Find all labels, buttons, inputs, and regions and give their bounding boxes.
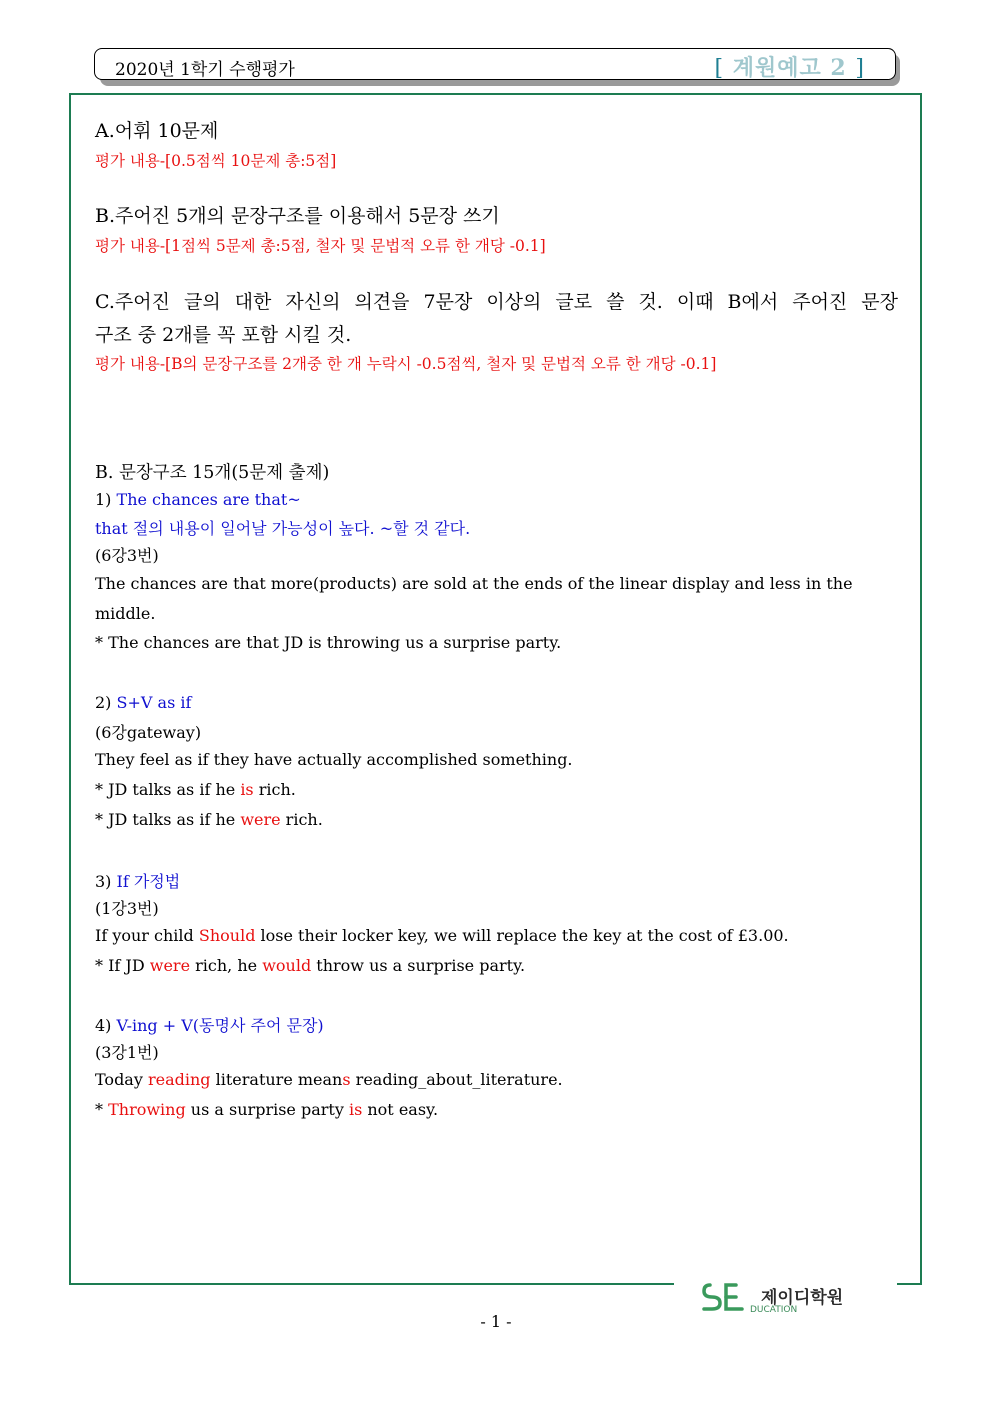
logo-name: 제이디학원 [761, 1288, 844, 1308]
item3-p-e: throw us a surprise party. [311, 956, 526, 975]
item2-practice-1 [95, 780, 296, 799]
item4-ex-e: reading_about_literature. [350, 1070, 563, 1089]
item4-p-b: Throwing [108, 1100, 186, 1119]
item3-practice [95, 956, 525, 975]
item4-p-a: * [95, 1100, 109, 1119]
item2-example: They feel as if they have actually accomplished something. [95, 750, 573, 769]
item3-heading [95, 869, 180, 892]
header-bracket-close: ] [855, 56, 865, 81]
page-header [94, 48, 896, 80]
item4-heading [95, 1013, 324, 1036]
item1-source: (6강3번) [95, 546, 159, 565]
item3-p-c: rich, he [190, 956, 263, 975]
section-b-title: B.주어진 5개의 문장구조를 이용해서 5문장 쓰기 [95, 205, 500, 227]
item1-practice: * The chances are that JD is throwing us a surprise party. [95, 633, 562, 652]
item4-ex-d: s [342, 1070, 351, 1089]
item2-p2-b: were [240, 810, 281, 829]
item4-p-d: is [348, 1100, 363, 1119]
section-c-criteria: 평가 내용-[B의 문장구조를 2개중 한 개 누락시 -0.5점씩, 철자 및 문법적 오류 한 개당 -0.1] [95, 355, 717, 373]
item3-source: (1강3번) [95, 899, 159, 918]
item4-ex-b: reading [147, 1070, 211, 1089]
section-c-title-line1: C.주어진 글의 대한 자신의 의견을 7문장 이상의 글로 쓸 것. 이때 B에서 주어진 문장 [95, 291, 898, 313]
item3-p-a: * If JD [95, 956, 150, 975]
item1-num: 1) [95, 490, 112, 509]
item4-p-c: us a surprise party [185, 1100, 349, 1119]
item2-p1-b: is [240, 780, 254, 799]
item4-num: 4) [95, 1016, 112, 1035]
item2-p2-c: rich. [280, 810, 323, 829]
item2-p1-c: rich. [253, 780, 296, 799]
item3-ex-c: lose their locker key, we will replace the key at the cost of £3.00. [255, 926, 789, 945]
frame-bottom-line-right [897, 1283, 922, 1285]
structures-heading: B. 문장구조 15개(5문제 출제) [95, 463, 330, 483]
header-school-name: 계원예고 2 [732, 55, 847, 81]
item3-example [95, 926, 789, 945]
item4-title: V-ing + V(동명사 주어 문장) [116, 1016, 324, 1035]
header-title: 2020년 1학기 수행평가 [115, 60, 295, 80]
item3-title: If 가정법 [116, 872, 181, 891]
item4-practice [95, 1100, 438, 1119]
item3-ex-b: Should [198, 926, 256, 945]
item3-p-b: were [149, 956, 191, 975]
page-number: - 1 - [480, 1312, 512, 1331]
item3-p-d: would [262, 956, 312, 975]
logo-sub: DUCATION [750, 1305, 798, 1315]
item4-ex-a: Today [95, 1070, 148, 1089]
item3-ex-a: If your child [95, 926, 199, 945]
item2-source: (6강gateway) [95, 723, 202, 742]
section-a-title: A.어휘 10문제 [95, 120, 219, 142]
item4-source: (3강1번) [95, 1043, 159, 1062]
item2-p1-a: * JD talks as if he [95, 780, 241, 799]
item1-title: The chances are that~ [116, 490, 301, 509]
item2-practice-2 [95, 810, 323, 829]
item2-heading [95, 693, 191, 712]
item4-ex-c: literature mean [210, 1070, 343, 1089]
section-c-title-line2: 구조 중 2개를 꼭 포함 시킬 것. [95, 324, 352, 346]
item2-p2-a: * JD talks as if he [95, 810, 241, 829]
item3-num: 3) [95, 872, 112, 891]
item1-example: The chances are that more(products) are sold at the ends of the linear display and less in the middle. [95, 574, 853, 623]
section-a-criteria: 평가 내용-[0.5점씩 10문제 총:5점] [95, 152, 337, 170]
frame-bottom-line [69, 1283, 674, 1285]
header-bracket-open: [ [714, 56, 725, 81]
item2-title: S+V as if [116, 693, 192, 712]
item1-meaning: that 절의 내용이 일어날 가능성이 높다. ~할 것 같다. [95, 519, 471, 538]
section-b-criteria: 평가 내용-[1점씩 5문제 총:5점, 철자 및 문법적 오류 한 개당 -0.1] [95, 237, 546, 255]
item2-num: 2) [95, 693, 112, 712]
item1-heading [95, 490, 301, 509]
item4-p-e: not easy. [362, 1100, 439, 1119]
header-school [714, 51, 865, 82]
item4-example [95, 1070, 563, 1089]
